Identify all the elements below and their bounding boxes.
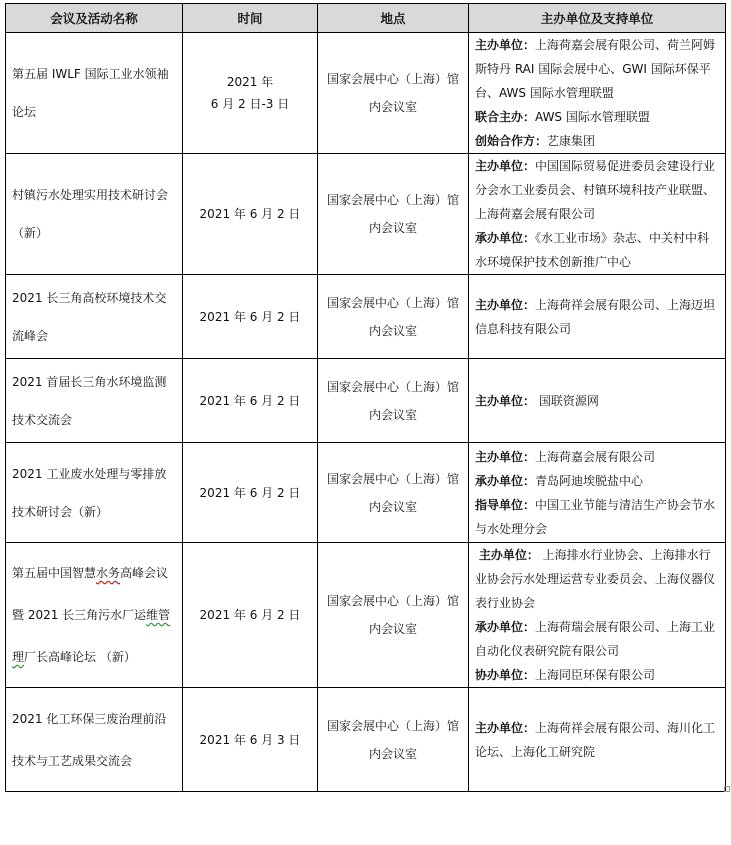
org-label: 协办单位： xyxy=(475,668,536,682)
org-label: 承办单位： xyxy=(475,231,536,245)
event-place: 国家会展中心（上海）馆内会议室 xyxy=(318,154,469,275)
event-name: 第五届 IWLF 国际工业水领袖论坛 xyxy=(6,33,183,154)
org-text: 青岛阿迪埃脱盐中心 xyxy=(535,473,644,488)
event-name: 2021 长三角高校环境技术交流峰会 xyxy=(6,275,183,359)
org-text: 上海荷瑞会展有限公司、上海工业自动化仪表研究院有限公司 xyxy=(475,620,716,658)
table-resize-handle[interactable] xyxy=(724,786,730,792)
event-org xyxy=(469,443,726,543)
org-line xyxy=(475,231,709,269)
org-text: 上海同臣环保有限公司 xyxy=(535,668,656,682)
grammar-mark: 维管理 xyxy=(12,608,171,664)
event-time-year: 2021 年 xyxy=(226,75,274,89)
event-org xyxy=(469,33,726,154)
event-name: 2021 首届长三角水环境监测技术交流会 xyxy=(6,359,183,443)
org-label: 主办单位： xyxy=(475,38,536,52)
org-text: 上海荷祥会展有限公司、上海迈坦信息科技有限公司 xyxy=(475,297,716,336)
org-label: 主办单位： xyxy=(475,159,536,173)
table-header-row xyxy=(6,4,726,33)
org-text: 上海荷嘉会展有限公司、荷兰阿姆斯特丹 RAI 国际会展中心、GWI 国际环保平台、AWS 国际水管理联盟 xyxy=(475,38,716,100)
org-line xyxy=(475,394,599,408)
spellcheck-mark: 水务 xyxy=(96,566,121,580)
org-label: 主办单位： xyxy=(475,297,536,312)
org-line xyxy=(475,721,715,759)
event-name-part: 高峰会议暨 2021 长三角污水厂运 xyxy=(12,566,169,622)
table-row xyxy=(6,33,726,154)
org-line xyxy=(475,548,715,610)
header-place: 地点 xyxy=(318,4,469,33)
org-text: 上海排水行业协会、上海排水行业协会污水处理运营专业委员会、上海仪器仪表行业协会 xyxy=(475,548,716,610)
org-text: 国联资源网 xyxy=(538,393,599,408)
event-name: 2021 工业废水处理与零排放技术研讨会（新） xyxy=(6,443,183,543)
org-text: 中国工业节能与清洁生产协会节水与水处理分会 xyxy=(475,497,716,536)
org-line xyxy=(475,134,595,148)
event-time: 2021 年 6 月 2 日 xyxy=(183,154,318,275)
org-label: 承办单位： xyxy=(475,473,536,488)
event-name: 2021 化工环保三废治理前沿技术与工艺成果交流会 xyxy=(6,688,183,792)
org-text: 中国国际贸易促进委员会建设行业分会水工业委员会、村镇环境科技产业联盟、上海荷嘉会展有限公司 xyxy=(475,159,716,221)
org-label: 主办单位： xyxy=(475,449,536,464)
event-place: 国家会展中心（上海）馆内会议室 xyxy=(318,688,469,792)
header-org: 主办单位及支持单位 xyxy=(469,4,726,33)
org-line xyxy=(475,668,655,682)
org-line xyxy=(475,620,715,658)
event-name-part: 厂长高峰论坛 （新） xyxy=(24,650,136,664)
event-org xyxy=(469,543,726,688)
event-place: 国家会展中心（上海）馆内会议室 xyxy=(318,443,469,543)
org-label: 联合主办： xyxy=(475,110,536,124)
event-org xyxy=(469,275,726,359)
table-row xyxy=(6,154,726,275)
org-text: 艺康集团 xyxy=(547,134,596,148)
event-time: 2021 年 6 月 2 日 xyxy=(183,543,318,688)
org-label: 承办单位： xyxy=(475,620,536,634)
table-row xyxy=(6,359,726,443)
event-name-part: 第五届中国智慧 xyxy=(12,566,97,580)
org-line xyxy=(475,498,715,536)
header-name: 会议及活动名称 xyxy=(6,4,183,33)
event-place: 国家会展中心（上海）馆内会议室 xyxy=(318,275,469,359)
event-time xyxy=(183,33,318,154)
org-label: 主办单位： xyxy=(475,393,536,408)
event-place: 国家会展中心（上海）馆内会议室 xyxy=(318,359,469,443)
org-text: 《水工业市场》杂志、中关村中科水环境保护技术创新推广中心 xyxy=(475,231,710,269)
org-label: 主办单位： xyxy=(478,548,539,562)
org-text: AWS 国际水管理联盟 xyxy=(535,110,650,124)
event-name: 村镇污水处理实用技术研讨会（新） xyxy=(6,154,183,275)
org-label: 主办单位： xyxy=(475,720,536,735)
org-text: 上海荷嘉会展有限公司 xyxy=(535,449,656,464)
event-time: 2021 年 6 月 2 日 xyxy=(183,443,318,543)
org-label: 指导单位： xyxy=(475,497,536,512)
org-line xyxy=(475,298,715,336)
event-time: 2021 年 6 月 3 日 xyxy=(183,688,318,792)
header-time: 时间 xyxy=(183,4,318,33)
org-line xyxy=(475,474,643,488)
event-place: 国家会展中心（上海）馆内会议室 xyxy=(318,33,469,154)
table-row xyxy=(6,688,726,792)
table-row xyxy=(6,543,726,688)
org-line xyxy=(475,450,655,464)
event-place: 国家会展中心（上海）馆内会议室 xyxy=(318,543,469,688)
event-name xyxy=(6,543,183,688)
org-text: 上海荷祥会展有限公司、海川化工论坛、上海化工研究院 xyxy=(475,720,716,759)
events-table xyxy=(5,3,726,792)
table-row xyxy=(6,275,726,359)
table-row xyxy=(6,443,726,543)
org-label: 创始合作方： xyxy=(475,134,548,148)
event-time: 2021 年 6 月 2 日 xyxy=(183,275,318,359)
event-org xyxy=(469,359,726,443)
event-time: 2021 年 6 月 2 日 xyxy=(183,359,318,443)
org-line xyxy=(475,159,715,221)
event-time-date: 6 月 2 日-3 日 xyxy=(210,97,290,111)
org-line xyxy=(475,110,650,124)
org-line xyxy=(475,38,715,100)
event-org xyxy=(469,688,726,792)
event-org xyxy=(469,154,726,275)
